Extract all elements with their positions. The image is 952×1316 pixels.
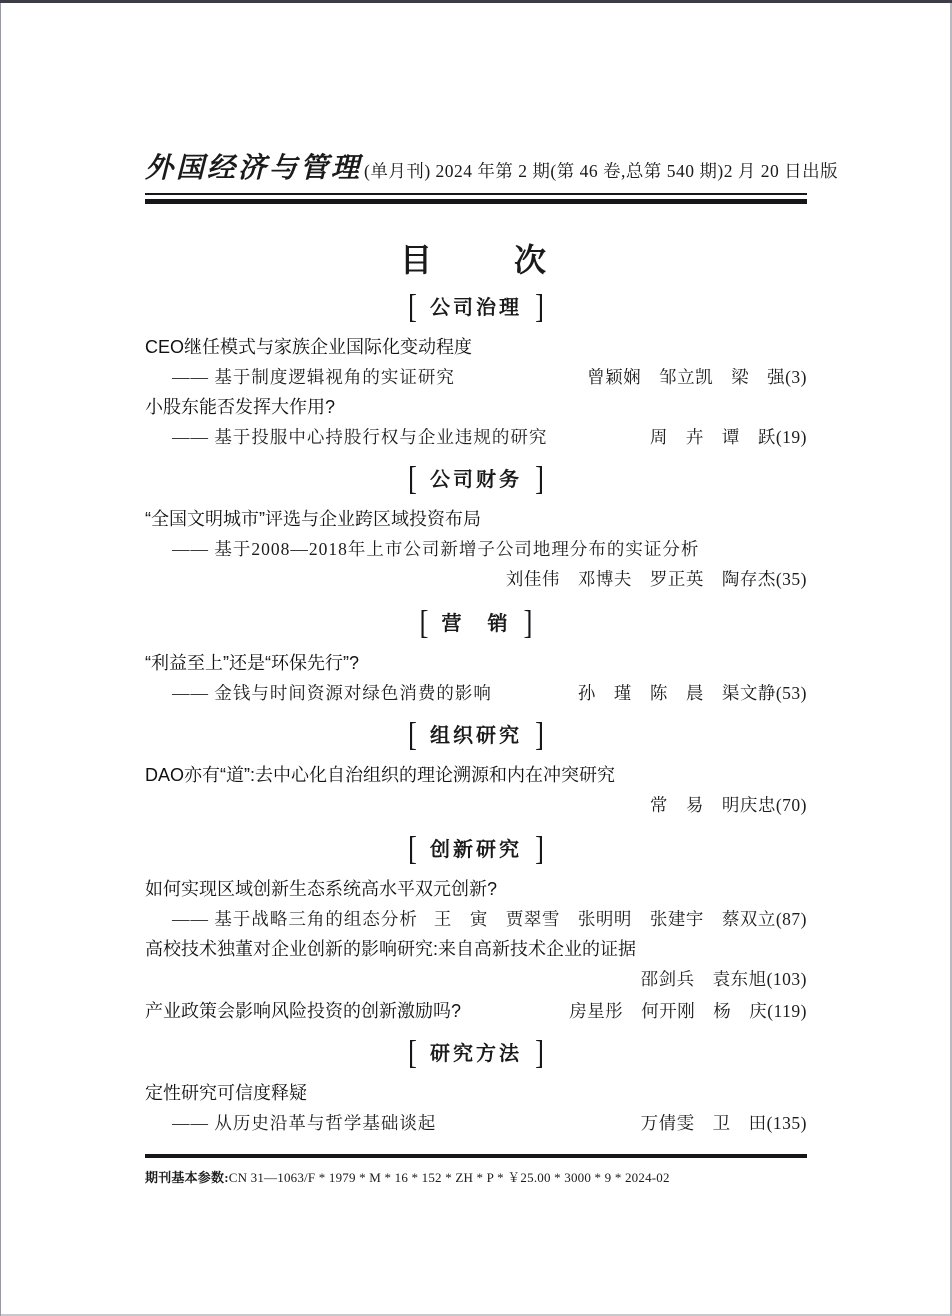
- article-title: [145, 648, 807, 678]
- section-header-marketing: [145, 604, 807, 643]
- masthead-rule-thick: [145, 199, 807, 204]
- right-bracket: ]: [535, 1033, 544, 1071]
- article-title: [145, 332, 807, 362]
- left-bracket: [: [408, 715, 417, 753]
- article-authors-row: [145, 790, 807, 822]
- article-authors: 房星彤 何开刚 杨 庆(119): [569, 1001, 807, 1021]
- section-header-organization-research: [145, 716, 807, 755]
- article-title: [145, 760, 807, 790]
- footer-rule: [145, 1154, 807, 1158]
- article-authors-row: [145, 964, 807, 996]
- article-authors: 万倩雯 卫 田(135): [640, 1113, 807, 1133]
- section-label: 公司财务: [430, 469, 522, 491]
- article-subtitle: —— 金钱与时间资源对绿色消费的影响: [172, 683, 492, 703]
- journal-parameters-label: 期刊基本参数:: [145, 1170, 229, 1185]
- article-authors: 王 寅 贾翠雪 张明明 张建宇 蔡双立(87): [433, 909, 807, 929]
- journal-parameters-value: CN 31—1063/F * 1979 * M * 16 * 152 * ZH * P * ￥25.00 * 3000 * 9 * 2024-02: [228, 1170, 670, 1185]
- issue-info: (单月刊) 2024 年第 2 期(第 46 卷,总第 540 期)2 月 20 日出版: [364, 161, 839, 181]
- section-label: 研究方法: [430, 1043, 522, 1065]
- article-title-text: 如何实现区域创新生态系统高水平双元创新?: [145, 879, 498, 899]
- article-title-text: 高校技术独董对企业创新的影响研究:来自高新技术企业的证据: [145, 939, 636, 959]
- section-label: 创新研究: [430, 839, 522, 861]
- left-bracket: [: [419, 603, 429, 641]
- masthead-rule-thin: [145, 193, 807, 195]
- article-subtitle: —— 基于投服中心持股行权与企业违规的研究: [172, 427, 548, 447]
- article-title-text: “利益至上”还是“环保先行”?: [145, 653, 359, 673]
- right-bracket: ]: [535, 829, 544, 867]
- article-subtitle-row: [145, 1108, 807, 1138]
- article-subtitle-row: [145, 422, 807, 452]
- journal-toc-page: [145, 0, 839, 1186]
- right-bracket: ]: [535, 715, 544, 753]
- article-authors: 邵剑兵 袁东旭(103): [640, 969, 807, 989]
- article-subtitle-row: [145, 534, 807, 564]
- section-label: 营 销: [441, 613, 511, 635]
- toc-title: 目 次: [399, 242, 552, 278]
- article-title-text: DAO亦有“道”:去中心化自治组织的理论溯源和内在冲突研究: [145, 765, 615, 785]
- left-bracket: [: [408, 287, 417, 325]
- article-title-text: “全国文明城市”评选与企业跨区域投资布局: [145, 509, 481, 529]
- article-title-row: [145, 996, 807, 1026]
- article-authors: 孙 瑾 陈 晨 渠文静(53): [577, 683, 807, 703]
- article-subtitle-row: [145, 362, 807, 392]
- left-bracket: [: [408, 1033, 417, 1071]
- right-bracket: ]: [535, 459, 544, 497]
- article-title: [145, 874, 807, 904]
- article-authors: 周 卉 谭 跃(19): [649, 427, 807, 447]
- section-header-research-methods: [145, 1034, 807, 1073]
- article-subtitle-row: [145, 904, 807, 934]
- section-label: 组织研究: [430, 725, 522, 747]
- article-title-text: CEO继任模式与家族企业国际化变动程度: [145, 337, 473, 357]
- section-header-corporate-governance: [145, 288, 807, 327]
- article-title: [145, 934, 807, 964]
- masthead: [145, 146, 839, 186]
- article-authors: 常 易 明庆忠(70): [649, 795, 807, 815]
- article-subtitle: —— 从历史沿革与哲学基础谈起: [172, 1113, 437, 1133]
- article-subtitle: —— 基于战略三角的组态分析: [172, 909, 418, 929]
- section-label: 公司治理: [430, 297, 522, 319]
- article-subtitle: —— 基于制度逻辑视角的实证研究: [172, 367, 455, 387]
- section-header-innovation-research: [145, 830, 807, 869]
- section-header-corporate-finance: [145, 460, 807, 499]
- article-subtitle: —— 基于2008—2018年上市公司新增子公司地理分布的实证分析: [172, 539, 700, 559]
- article-title-text: 产业政策会影响风险投资的创新激励吗?: [145, 1001, 462, 1021]
- article-title-text: 定性研究可信度释疑: [145, 1083, 307, 1103]
- journal-parameters: [145, 1167, 807, 1186]
- left-bracket: [: [408, 459, 417, 497]
- article-authors-row: [145, 564, 807, 596]
- right-bracket: ]: [535, 287, 544, 325]
- article-title-text: 小股东能否发挥大作用?: [145, 397, 336, 417]
- article-title: [145, 392, 807, 422]
- left-bracket: [: [408, 829, 417, 867]
- article-authors: 曾颖娴 邹立凯 梁 强(3): [587, 367, 807, 387]
- article-title: [145, 504, 807, 534]
- article-authors: 刘佳伟 邓博夫 罗正英 陶存杰(35): [505, 569, 807, 589]
- article-subtitle-row: [145, 678, 807, 708]
- article-title: [145, 1078, 807, 1108]
- right-bracket: ]: [523, 603, 533, 641]
- journal-name: 外国经济与管理: [145, 153, 363, 184]
